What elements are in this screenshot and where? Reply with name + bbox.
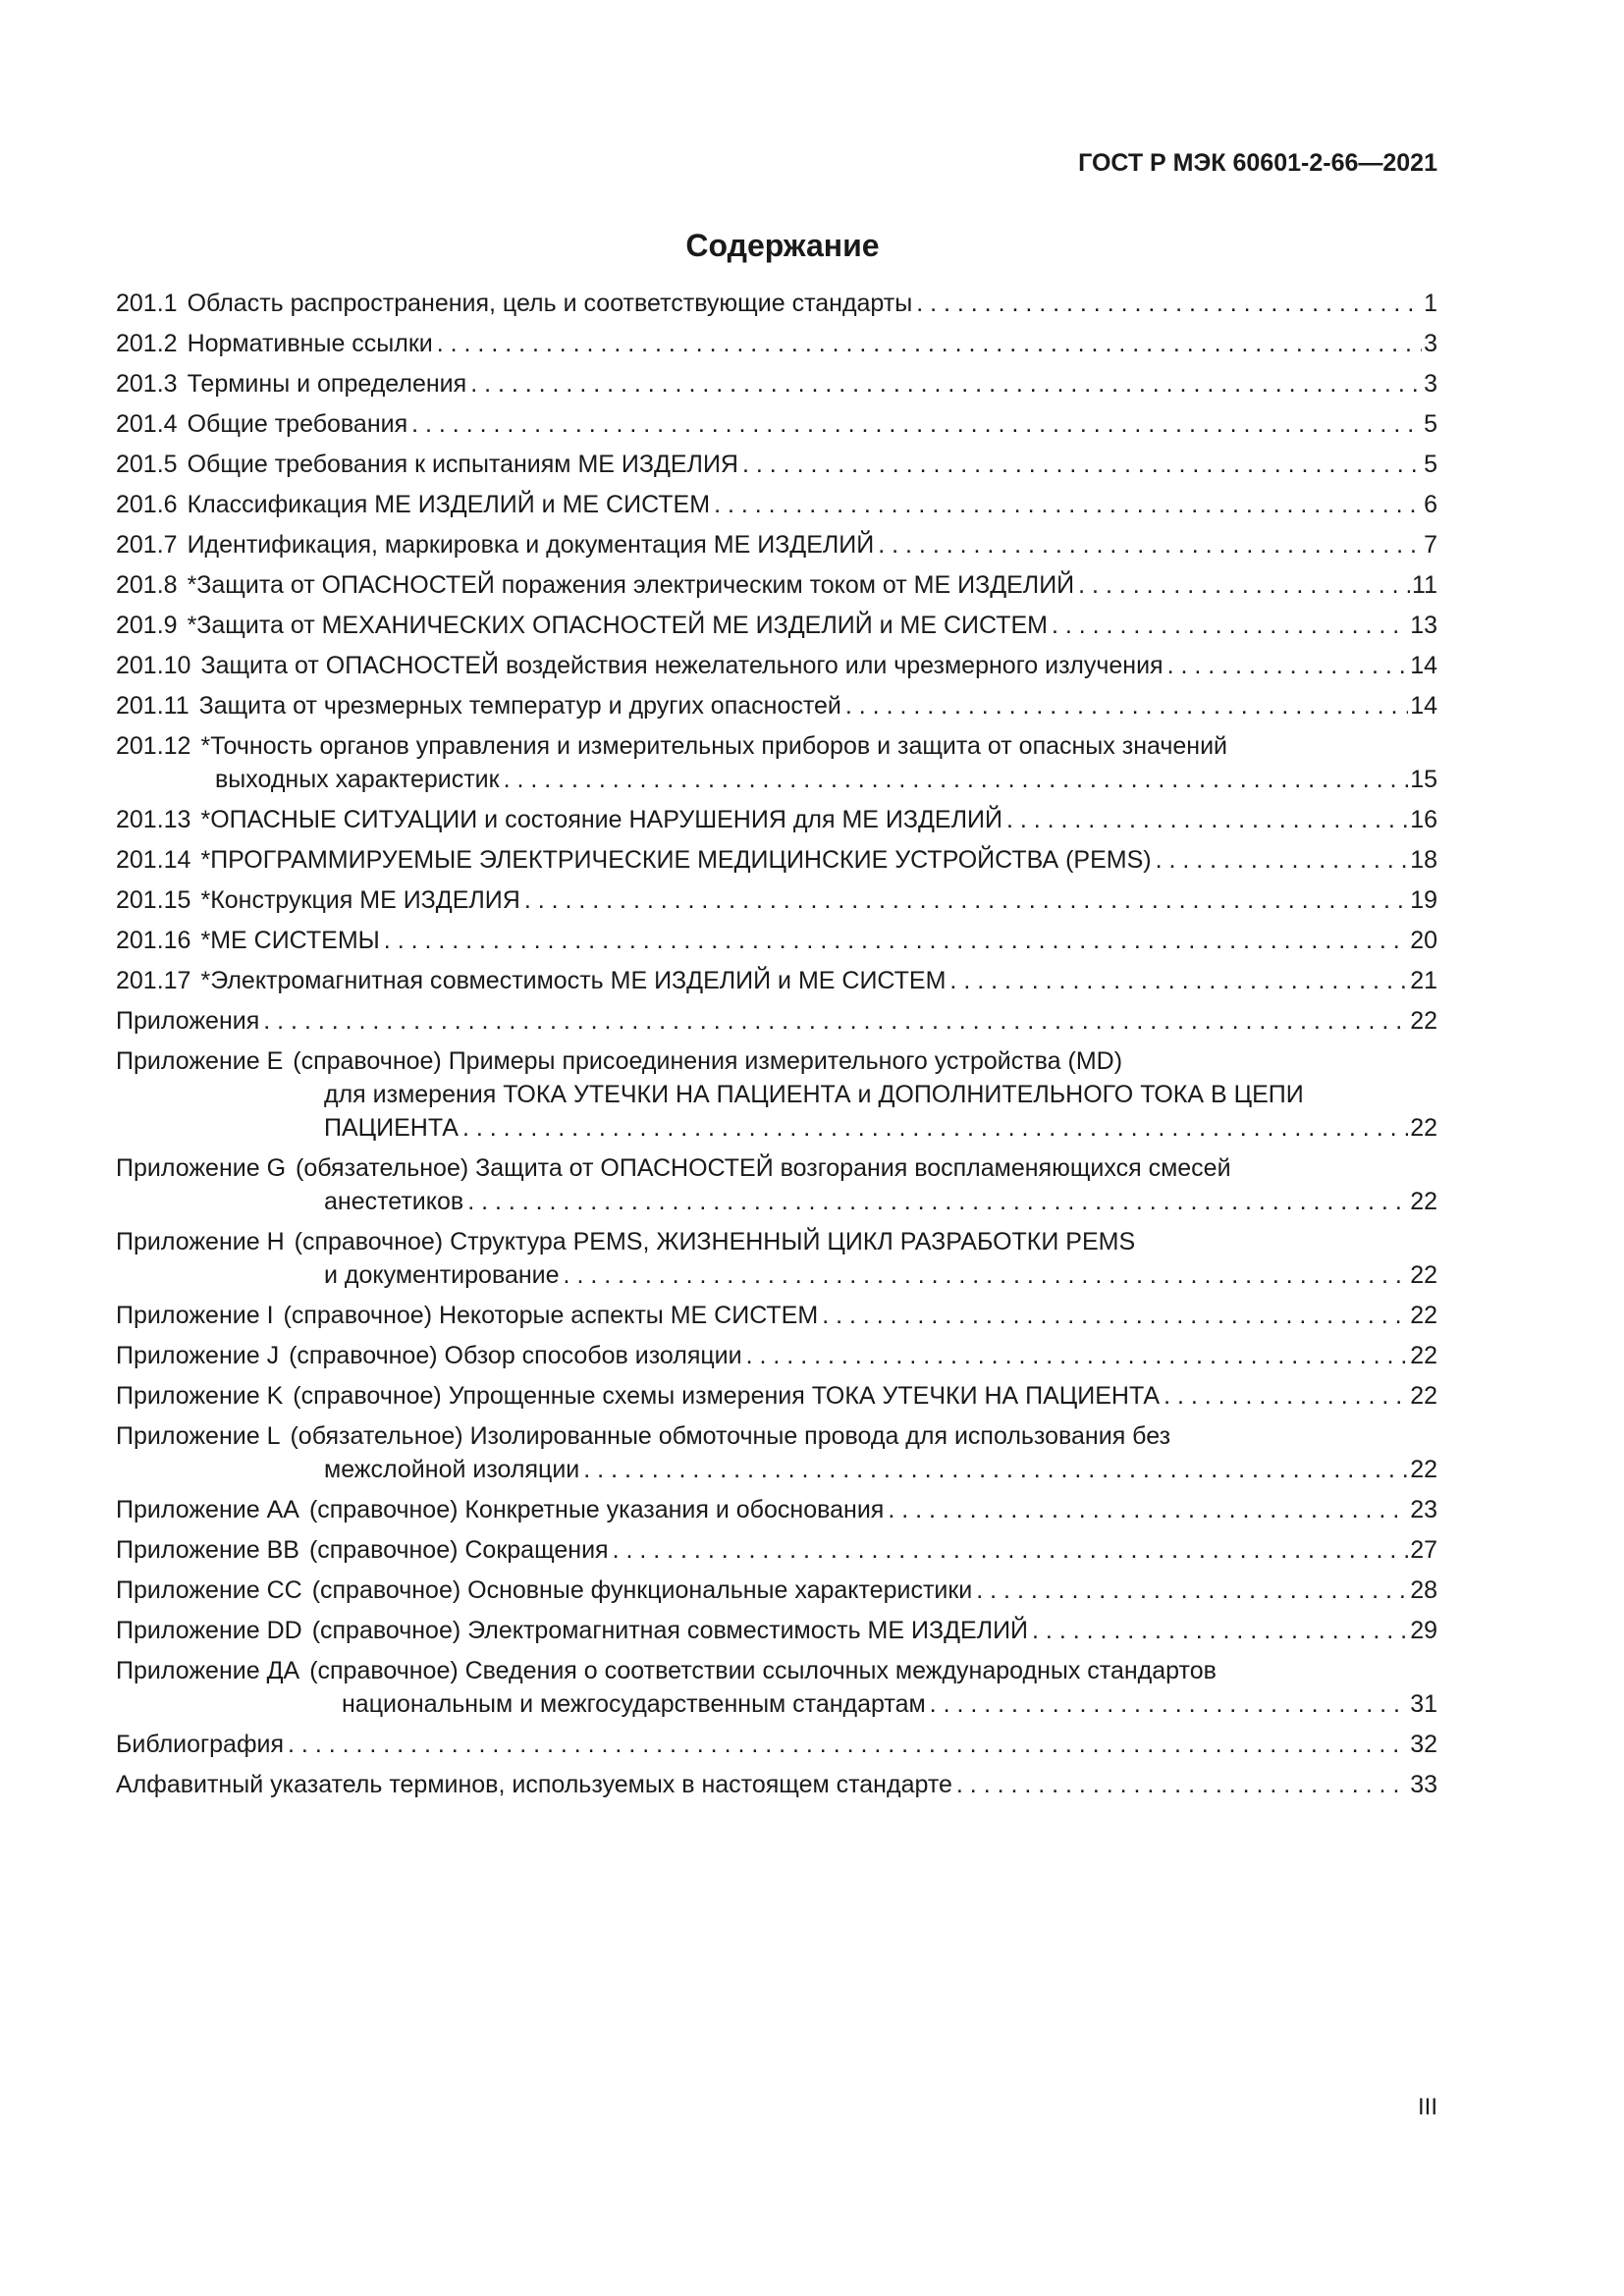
toc-entry-text: анестетиков [324,1188,464,1215]
toc-entry-text: (справочное) Упрощенные схемы измерения ТОКА УТЕЧКИ НА ПАЦИЕНТА [293,1382,1161,1410]
toc-entry-text: (справочное) Структура PEMS, ЖИЗНЕННЫЙ ЦИКЛ РАЗРАБОТКИ PEMS [294,1228,1136,1255]
toc-entry-text: (справочное) Некоторые аспекты МЕ СИСТЕМ [283,1302,819,1329]
toc-entry-number: Приложение CC [116,1576,302,1604]
dot-leader [288,1728,1408,1761]
toc-entry [116,1299,1437,1332]
toc-page-number: 23 [1410,1496,1437,1523]
dot-leader [437,327,1422,360]
toc-page-number: 32 [1410,1731,1437,1758]
toc-entry-number: Приложение L [116,1422,281,1450]
toc-entry [116,1044,1437,1145]
dot-leader [742,448,1422,481]
dot-leader [1164,1379,1408,1413]
toc-page-number: 20 [1410,927,1437,954]
toc-entry-number: Приложение E [116,1047,284,1075]
toc-entry-number: 201.16 [116,927,191,954]
toc-page-number: 15 [1410,766,1437,793]
toc-page-number: 5 [1424,451,1437,478]
toc-page-number: 22 [1410,1261,1437,1289]
dot-leader [467,1185,1408,1218]
toc-page-number: 22 [1410,1342,1437,1369]
toc-entry-text: (обязательное) Изолированные обмоточные провода для использования без [290,1422,1171,1450]
toc-entry-text: ПАЦИЕНТА [324,1114,459,1142]
dot-leader [949,964,1408,997]
toc-page-number: 5 [1424,410,1437,438]
dot-leader [263,1004,1408,1038]
toc-entry-number: Приложение H [116,1228,285,1255]
toc-entry-text: Библиография [116,1731,285,1758]
toc-page-number: 3 [1424,370,1437,398]
toc-entry-text: *Защита от ОПАСНОСТЕЙ поражения электрическим током от МЕ ИЗДЕЛИЙ [187,571,1075,599]
dot-leader [878,528,1422,561]
toc-entry [116,568,1437,602]
toc-entry-number: 201.8 [116,571,178,599]
toc-page-number: 14 [1410,692,1437,720]
toc-entry-number: Приложение BB [116,1536,299,1564]
toc-entry-number: Приложение ДА [116,1657,300,1684]
dot-leader [583,1453,1408,1486]
toc-entry [116,287,1437,320]
document-code: ГОСТ Р МЭК 60601-2-66—2021 [1078,149,1437,177]
toc-page-number: 3 [1424,330,1437,357]
toc-entry-number: Приложение K [116,1382,284,1410]
toc-entry [116,803,1437,836]
toc-entry-text: Классификация МЕ ИЗДЕЛИЙ и МЕ СИСТЕМ [187,491,711,518]
dot-leader [930,1687,1409,1721]
toc-page-number: 33 [1410,1771,1437,1798]
dot-leader [845,689,1408,722]
dot-leader [916,287,1422,320]
toc-entry-number: 201.3 [116,370,178,398]
toc-page-number: 6 [1424,491,1437,518]
toc-entry-number: 201.10 [116,652,191,679]
toc-entry-number: 201.11 [116,692,189,720]
toc-entry-text: Общие требования к испытаниям МЕ ИЗДЕЛИЯ [187,451,738,478]
toc-page-number: 22 [1410,1114,1437,1142]
toc-entry [116,689,1437,722]
toc-page-number: 28 [1410,1576,1437,1604]
toc-page-number: 22 [1410,1007,1437,1035]
dot-leader [504,763,1409,796]
toc-page-number: 22 [1410,1188,1437,1215]
toc-entry-text: Алфавитный указатель терминов, используемых в настоящем стандарте [116,1771,952,1798]
toc-entry [116,843,1437,877]
dot-leader [976,1574,1408,1607]
toc-page-number: 1 [1424,290,1437,317]
toc-entry-text: (справочное) Примеры присоединения измерительного устройства (MD) [293,1047,1123,1075]
toc-entry-text: межслойной изоляции [324,1456,580,1483]
dot-leader [564,1258,1409,1292]
toc-page-number: 22 [1410,1382,1437,1410]
table-of-contents [116,287,1437,1808]
dot-leader [613,1533,1409,1567]
toc-entry-number: 201.4 [116,410,178,438]
toc-page-number: 18 [1410,846,1437,874]
dot-leader [822,1299,1408,1332]
dot-leader [1167,649,1409,682]
toc-entry-number: 201.1 [116,290,178,317]
toc-entry-number: 201.9 [116,612,178,639]
page-number: III [1417,2094,1437,2120]
toc-entry-text: (справочное) Обзор способов изоляции [289,1342,742,1369]
toc-entry [116,1493,1437,1526]
toc-entry-text: Защита от ОПАСНОСТЕЙ воздействия нежелательного или чрезмерного излучения [200,652,1164,679]
toc-page-number: 21 [1410,967,1437,994]
dot-leader [524,883,1408,917]
toc-page-number: 27 [1410,1536,1437,1564]
toc-entry-number: 201.6 [116,491,178,518]
toc-entry [116,1151,1437,1218]
toc-entry-text: (справочное) Электромагнитная совместимость МЕ ИЗДЕЛИЙ [311,1617,1029,1644]
toc-entry [116,1728,1437,1761]
toc-entry-text: *Электромагнитная совместимость МЕ ИЗДЕЛИЙ и МЕ СИСТЕМ [200,967,947,994]
toc-entry-number: 201.2 [116,330,178,357]
toc-page-number: 14 [1410,652,1437,679]
dot-leader [462,1111,1408,1145]
toc-page-number: 31 [1410,1690,1437,1718]
toc-entry-text: *ОПАСНЫЕ СИТУАЦИИ и состояние НАРУШЕНИЯ для МЕ ИЗДЕЛИЙ [200,806,1002,833]
toc-entry [116,729,1437,796]
toc-entry [116,1339,1437,1372]
toc-entry-number: Приложение DD [116,1617,302,1644]
toc-entry-text: *Конструкция МЕ ИЗДЕЛИЯ [200,886,520,914]
toc-entry-text: Общие требования [187,410,408,438]
dot-leader [1006,803,1408,836]
toc-entry-number: Приложение G [116,1154,287,1182]
toc-entry-text: выходных характеристик [215,766,500,793]
dot-leader [470,367,1422,400]
toc-page-number: 7 [1424,531,1437,559]
toc-entry [116,964,1437,997]
toc-entry-text: для измерения ТОКА УТЕЧКИ НА ПАЦИЕНТА и ДОПОЛНИТЕЛЬНОГО ТОКА В ЦЕПИ [324,1081,1304,1108]
toc-entry-number: 201.5 [116,451,178,478]
toc-page-number: 22 [1410,1302,1437,1329]
toc-entry [116,1768,1437,1801]
dot-leader [1078,568,1410,602]
toc-page-number: 11 [1412,571,1437,599]
toc-entry-text: *Точность органов управления и измерительных приборов и защита от опасных значений [200,732,1228,760]
toc-entry [116,367,1437,400]
toc-page-number: 29 [1410,1617,1437,1644]
dot-leader [1156,843,1409,877]
toc-entry-number: Приложение I [116,1302,274,1329]
toc-entry-text: (справочное) Основные функциональные характеристики [311,1576,973,1604]
dot-leader [888,1493,1408,1526]
dot-leader [746,1339,1409,1372]
dot-leader [956,1768,1408,1801]
toc-entry-text: (обязательное) Защита от ОПАСНОСТЕЙ возгорания воспламеняющихся смесей [296,1154,1231,1182]
toc-entry-number: 201.15 [116,886,191,914]
toc-entry [116,609,1437,642]
toc-entry [116,327,1437,360]
toc-entry-text: *ПРОГРАММИРУЕМЫЕ ЭЛЕКТРИЧЕСКИЕ МЕДИЦИНСКИЕ УСТРОЙСТВА (PEMS) [200,846,1152,874]
toc-entry-number: 201.12 [116,732,191,760]
toc-entry-text: Идентификация, маркировка и документация МЕ ИЗДЕЛИЙ [187,531,875,559]
toc-entry [116,448,1437,481]
toc-entry [116,1004,1437,1038]
toc-entry-text: Термины и определения [187,370,467,398]
toc-entry [116,1379,1437,1413]
toc-entry [116,1533,1437,1567]
dot-leader [411,407,1422,441]
toc-entry-text: Приложения [116,1007,260,1035]
toc-entry-number: Приложение J [116,1342,280,1369]
toc-entry-text: национальным и межгосударственным стандартам [342,1690,926,1718]
dot-leader [714,488,1422,521]
toc-entry [116,528,1437,561]
toc-entry-text: Защита от чрезмерных температур и других опасностей [198,692,841,720]
toc-page-number: 19 [1410,886,1437,914]
toc-entry [116,407,1437,441]
toc-entry-number: 201.7 [116,531,178,559]
toc-entry-text: Нормативные ссылки [187,330,433,357]
toc-page-number: 13 [1410,612,1437,639]
toc-page-number: 22 [1410,1456,1437,1483]
toc-entry-text: (справочное) Конкретные указания и обоснования [308,1496,885,1523]
toc-entry-text: *МЕ СИСТЕМЫ [200,927,380,954]
toc-entry-text: (справочное) Сокращения [308,1536,609,1564]
toc-title: Содержание [685,228,880,263]
toc-entry [116,488,1437,521]
dot-leader [1052,609,1408,642]
toc-entry [116,1614,1437,1647]
toc-entry [116,1574,1437,1607]
toc-entry-number: 201.13 [116,806,191,833]
dot-leader [384,924,1408,957]
toc-entry-text: *Защита от МЕХАНИЧЕСКИХ ОПАСНОСТЕЙ МЕ ИЗДЕЛИЙ и МЕ СИСТЕМ [187,612,1048,639]
toc-entry [116,1654,1437,1721]
toc-entry [116,649,1437,682]
toc-page-number: 16 [1410,806,1437,833]
toc-entry-number: Приложение AA [116,1496,299,1523]
toc-entry [116,924,1437,957]
toc-entry-number: 201.14 [116,846,191,874]
dot-leader [1032,1614,1408,1647]
toc-entry-text: Область распространения, цель и соответствующие стандарты [187,290,913,317]
toc-entry-text: (справочное) Сведения о соответствии ссылочных международных стандартов [309,1657,1217,1684]
toc-entry-text: и документирование [324,1261,560,1289]
toc-entry [116,1419,1437,1486]
toc-entry [116,1225,1437,1292]
toc-entry-number: 201.17 [116,967,191,994]
toc-entry [116,883,1437,917]
